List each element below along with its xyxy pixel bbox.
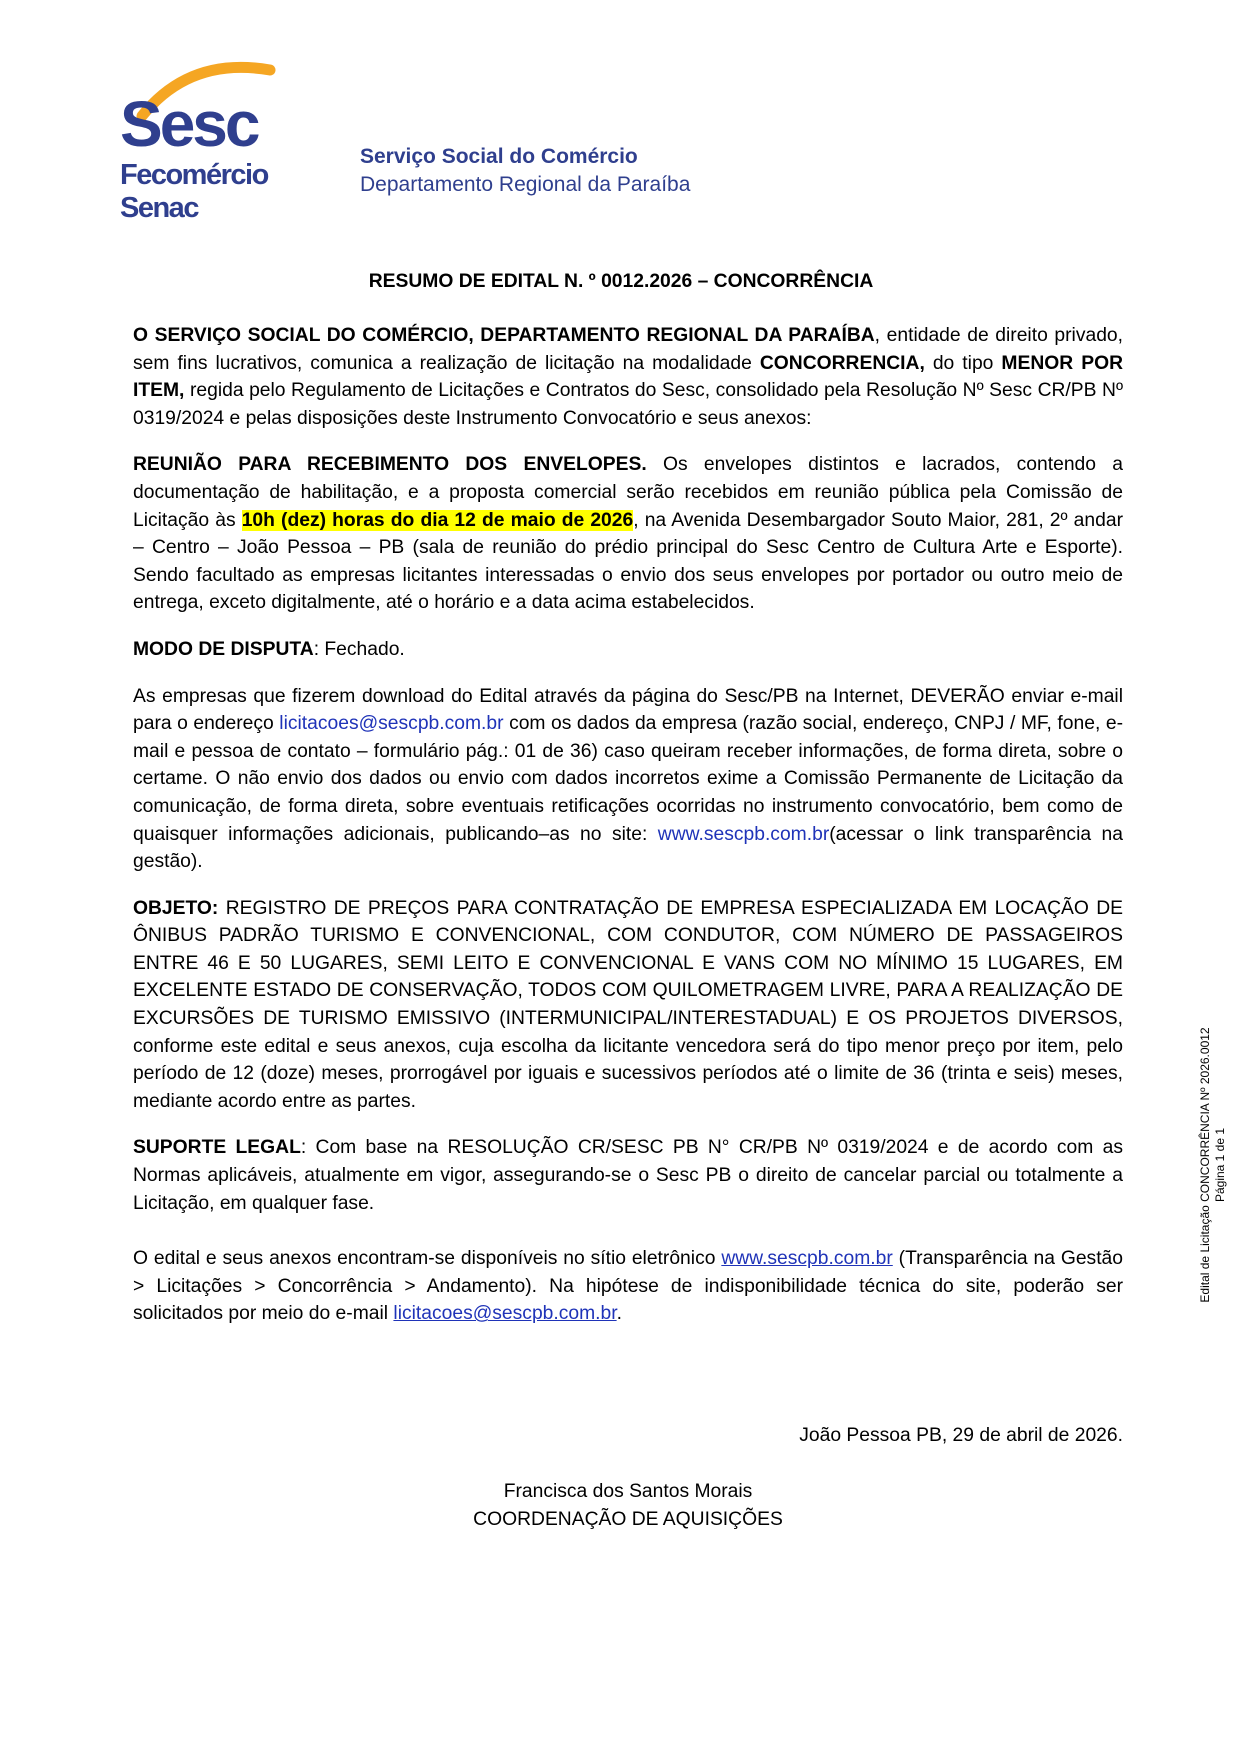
download-paragraph (133, 683, 1123, 876)
legal-support-paragraph (133, 1134, 1123, 1217)
availability-email-link[interactable]: licitacoes@sescpb.com.br (393, 1303, 617, 1325)
document-body (133, 322, 1123, 1347)
logo-fecomercio-text: Fecomércio (120, 159, 268, 191)
logo-graphic (120, 58, 320, 233)
signatory-name: Francisca dos Santos Morais (503, 1481, 753, 1502)
signature-block (133, 1478, 1123, 1534)
meeting-text-2: , na Avenida Desembargador Souto Maior, 281, 2º andar – Centro – João Pessoa – PB (sala de reunião do prédio principal do Sesc Centro de Cultura Arte e Esporte). Sendo facultado as empresas licitantes interessadas o envio dos seus envelopes por portador ou outro meio de entrega, exceto digitalmente, até o horário e a data acima estabelecidos. (133, 509, 1123, 614)
org-name: Serviço Social do Comércio (360, 145, 638, 168)
availability-text-1: O edital e seus anexos encontram-se disponíveis no sítio eletrônico (133, 1248, 722, 1270)
logo-brand-text: Sesc (120, 88, 258, 160)
logo-senac-text: Senac (120, 192, 198, 224)
intro-bold-lead: O SERVIÇO SOCIAL DO COMÉRCIO, DEPARTAMENTO REGIONAL DA PARAÍBA (133, 325, 875, 346)
availability-site-link[interactable]: www.sescpb.com.br (721, 1248, 893, 1270)
availability-text-3: . (616, 1303, 622, 1325)
meeting-date-highlight: 10h (dez) horas do dia 12 de maio de 2026 (241, 509, 634, 531)
intro-text-1: , entidade de direito privado, sem fins lucrativos, comunica a realização de licitação na modalidade (133, 325, 1123, 374)
object-text: REGISTRO DE PREÇOS PARA CONTRATAÇÃO DE EMPRESA ESPECIALIZADA EM LOCAÇÃO DE ÔNIBUS PADRÃO TURISMO E CONVENCIONAL, COM CONDUTOR, COM NÚMERO DE PASSAGEIROS ENTRE 46 E 50 LUGARES, SEMI LEITO E CONVENCIONAL E VANS COM NO MÍNIMO 15 LUGARES, EM EXCELENTE ESTADO DE CONSERVAÇÃO, TODOS COM QUILOMETRAGEM LIVRE, PARA A REALIZAÇÃO DE EXCURSÕES DE TURISMO EMISSIVO (INTERMUNICIPAL/INTERESTADUAL) E OS PROJETOS DIVERSOS, conforme este edital e seus anexos, cuja escolha da licitante vencedora será do tipo menor preço por item, pelo período de 12 (doze) meses, prorrogável por iguais e sucessivos períodos até o limite de 36 (trinta e seis) meses, mediante acordo entre as partes. (133, 897, 1123, 1112)
side-stamp-page: Página 1 de 1 (1213, 1127, 1227, 1203)
document-date: João Pessoa PB, 29 de abril de 2026. (799, 1425, 1123, 1446)
meeting-bold-lead: REUNIÃO PARA RECEBIMENTO DOS ENVELOPES. (133, 454, 647, 476)
intro-paragraph (133, 322, 1123, 432)
object-paragraph (133, 895, 1123, 1116)
legal-support-label: SUPORTE LEGAL (133, 1137, 301, 1159)
email-link[interactable]: licitacoes@sescpb.com.br (279, 713, 504, 735)
org-department: Departamento Regional da Paraíba (360, 173, 691, 196)
sesc-fecomercio-senac-logo (120, 58, 320, 233)
legal-support-text: : Com base na RESOLUÇÃO CR/SESC PB N° CR/PB Nº 0319/2024 e de acordo com as Normas aplicáveis, atualmente em vigor, assegurando-se o Sesc PB o direito de cancelar parcial ou totalmente a Licitação, em qualquer fase. (133, 1137, 1123, 1214)
object-label: OBJETO: (133, 897, 219, 919)
intro-modalidade: CONCORRENCIA, (759, 352, 925, 374)
signatory-role: COORDENAÇÃO DE AQUISIÇÕES (473, 1509, 783, 1530)
availability-text-2: (Transparência na Gestão > Licitações > Concorrência > Andamento). Na hipótese de indisponibilidade técnica do site, poderão ser solicitados por meio do e-mail (133, 1248, 1123, 1325)
site-link[interactable]: www.sescpb.com.br (657, 823, 830, 845)
meeting-paragraph (133, 451, 1123, 617)
download-text-1: As empresas que fizerem download do Edital através da página do Sesc/PB na Internet, DEVERÃO enviar e-mail para o endereço (133, 685, 1123, 735)
download-text-3: (acessar o link transparência na gestão). (133, 823, 1123, 873)
intro-text-3: regida pelo Regulamento de Licitações e Contratos do Sesc, consolidado pela Resolução Nº Sesc CR/PB Nº 0319/2024 e pelas disposições deste Instrumento Convocatório e seus anexos: (133, 380, 1123, 429)
intro-tipo: MENOR POR ITEM, (133, 352, 1123, 402)
download-text-2: com os dados da empresa (razão social, endereço, CNPJ / MF, fone, e-mail e pessoa de contato – formulário pág.: 01 de 36) caso queiram receber informações, de forma direta, sobre o certame. O não envio dos dados ou envio com dados incorretos exime a Comissão Permanente de Licitação da comunicação, de forma direta, sobre eventuais retificações ocorridas no instrumento convocatório, bem como de quaisquer informações adicionais, publicando–as no site: (133, 713, 1123, 845)
intro-text-2: do tipo (924, 352, 1002, 374)
dispute-mode-value: : Fechado. (313, 638, 405, 660)
side-stamp (1198, 1000, 1228, 1330)
document-title: RESUMO DE EDITAL N. º 0012.2026 – CONCORRÊNCIA (368, 271, 874, 292)
dispute-mode-label: MODO DE DISPUTA (133, 638, 314, 660)
dispute-mode-paragraph (133, 636, 1123, 664)
side-stamp-title: Edital de Licitação CONCORRÊNCIA Nº 2026.0012 (1198, 1027, 1212, 1303)
availability-paragraph (133, 1245, 1123, 1328)
organization-header (360, 143, 690, 199)
meeting-text-1: Os envelopes distintos e lacrados, contendo a documentação de habilitação, e a proposta comercial serão recebidos em reunião pública pela Comissão de Licitação às (133, 454, 1124, 531)
